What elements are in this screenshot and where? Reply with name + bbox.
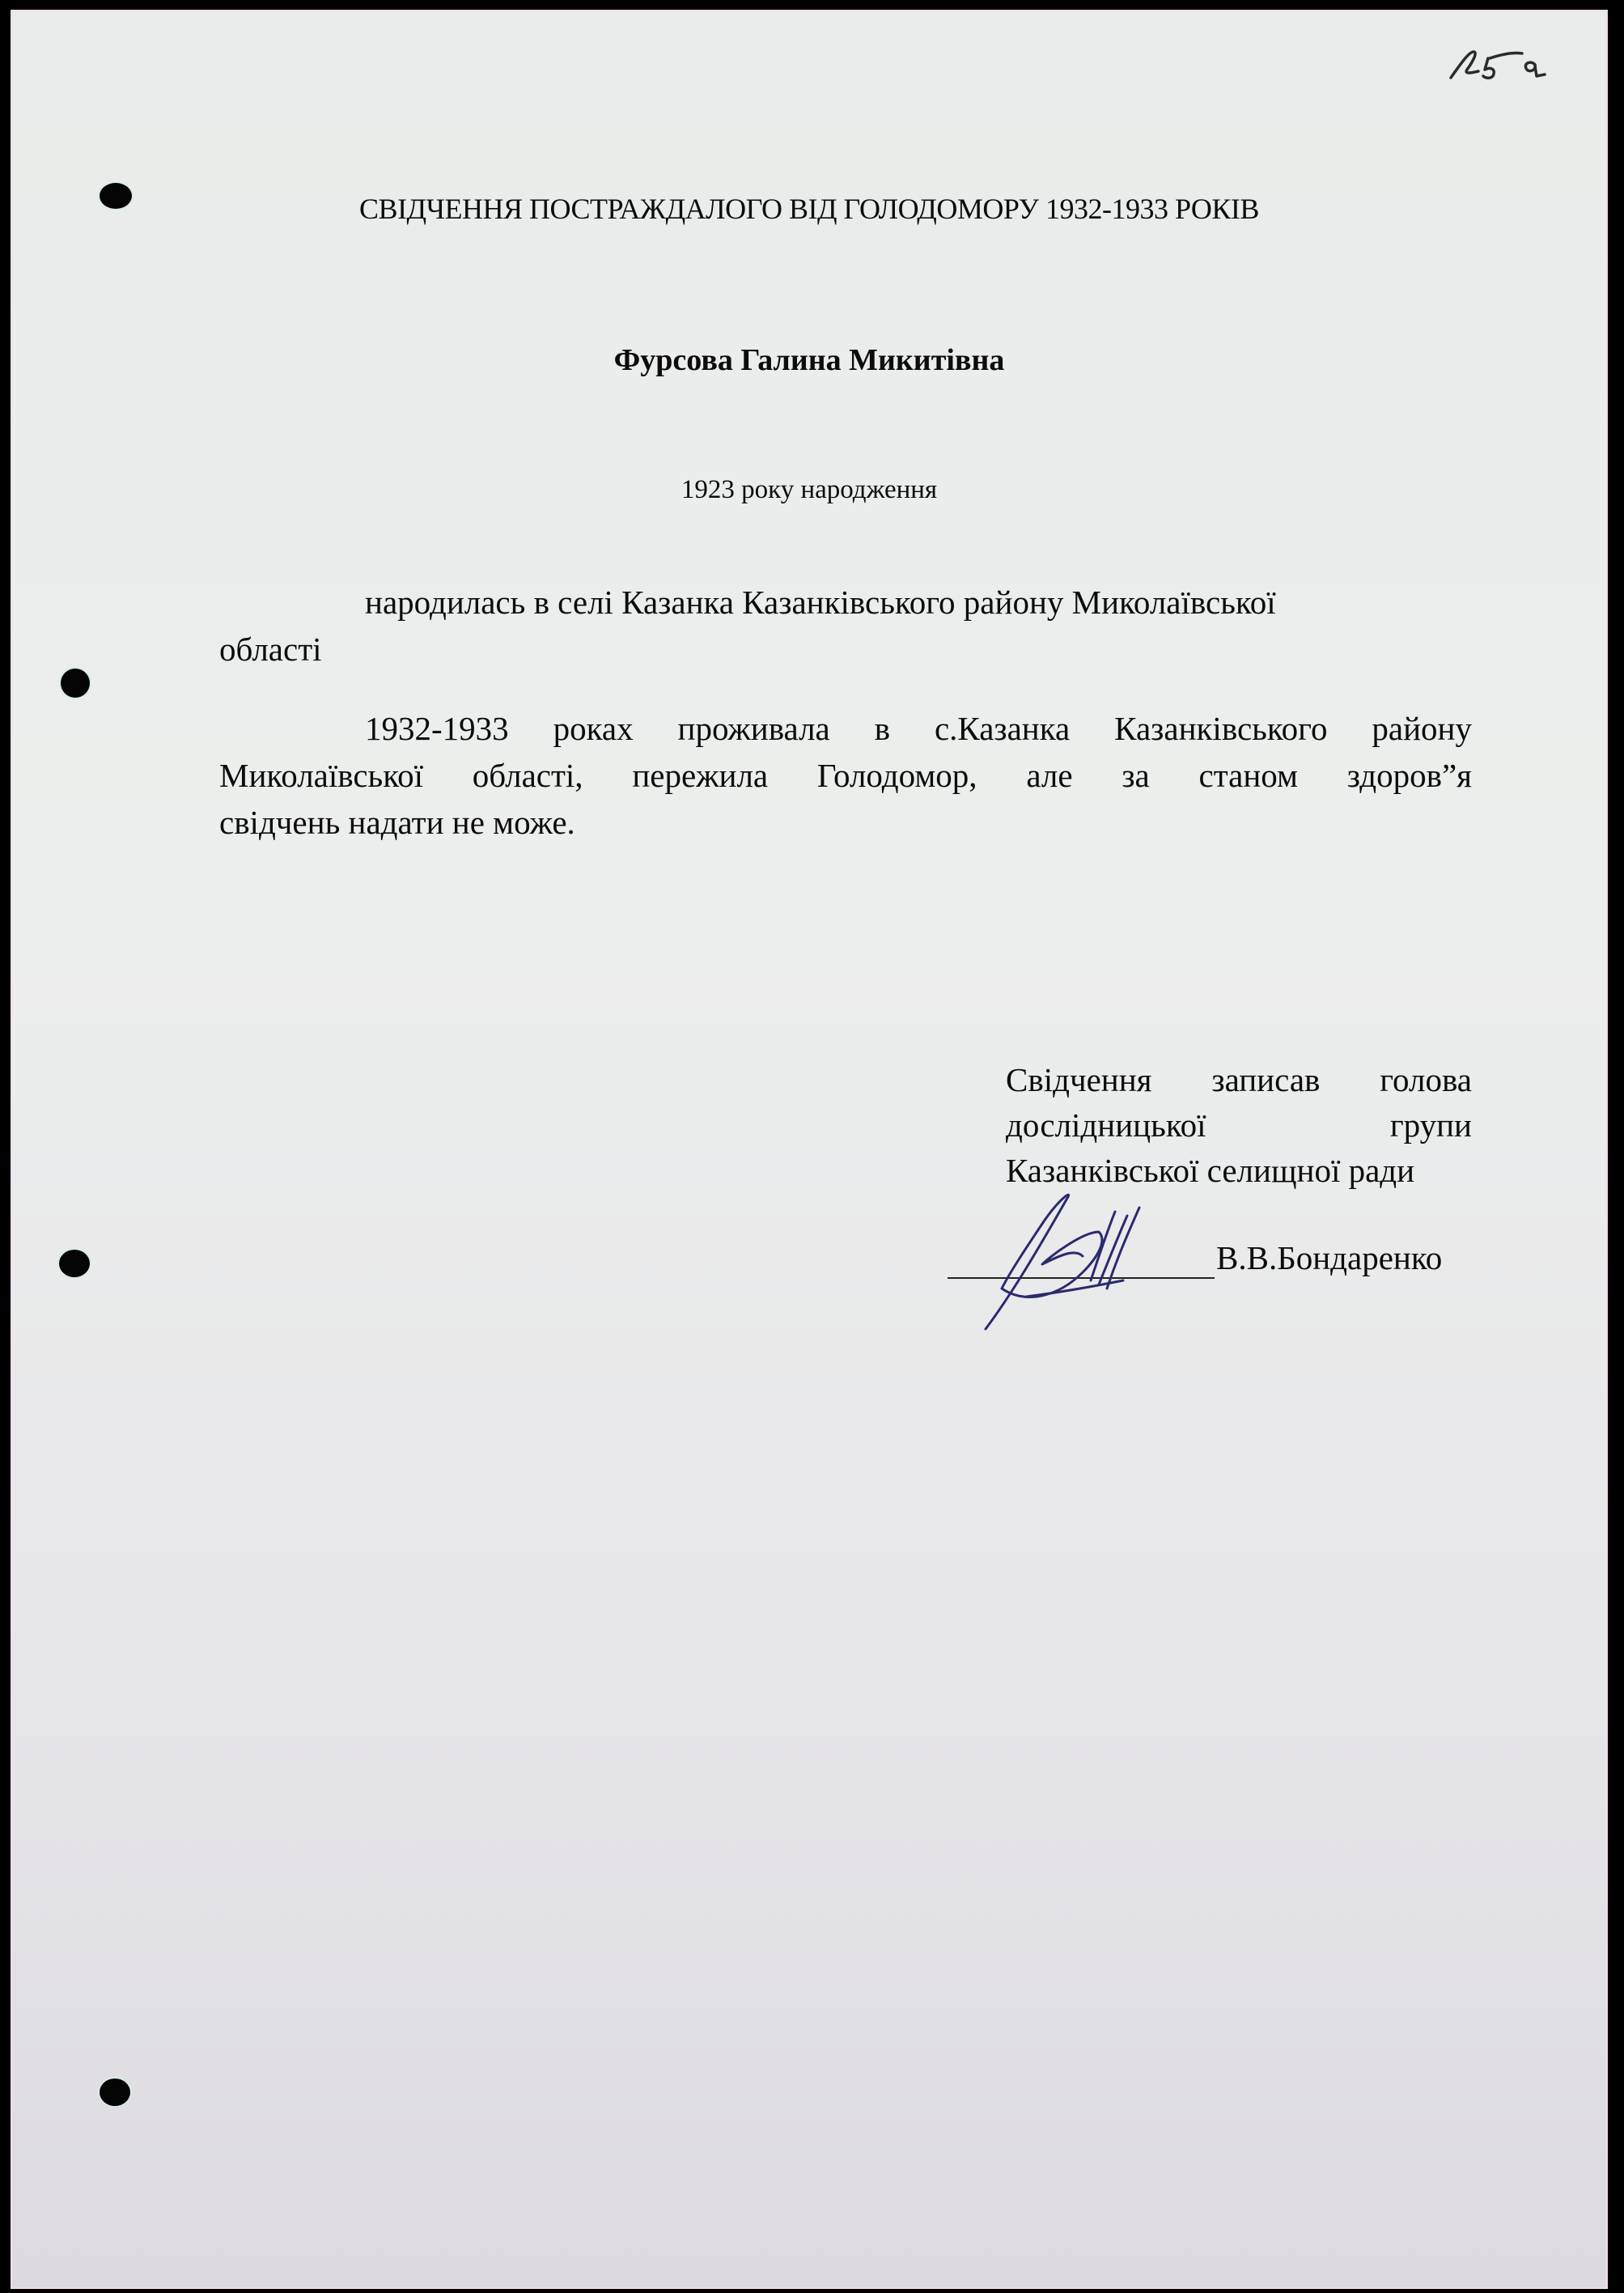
document-page <box>11 10 1608 2289</box>
punch-hole <box>59 1250 90 1277</box>
witness-name: Фурсова Галина Микитівна <box>613 343 1005 377</box>
paragraph-residence-line-2: Миколаївської області, пережила Голодомор, але за станом здоров”я <box>219 757 1472 794</box>
handwritten-signature <box>977 1175 1164 1337</box>
recorder-signature-name: В.В.Бондаренко <box>1216 1239 1443 1276</box>
archive-number-handwritten <box>1443 42 1556 91</box>
birth-year: 1923 року народження <box>681 475 938 504</box>
paragraph-residence-line-3: свідчень надати не може. <box>219 804 575 841</box>
punch-hole <box>100 2079 130 2106</box>
paragraph-residence-line-1: 1932-1933 роках проживала в с.Казанка Казанківського району <box>365 710 1472 747</box>
recorder-line-1: Свідчення записав голова <box>1006 1061 1472 1098</box>
recorder-line-2: дослідницької групи <box>1006 1106 1472 1144</box>
document-title: СВІДЧЕННЯ ПОСТРАЖДАЛОГО ВІД ГОЛОДОМОРУ 1932-1933 РОКІВ <box>359 193 1259 225</box>
paragraph-birthplace-line-1: народилась в селі Казанка Казанківського району Миколаївської <box>365 584 1276 621</box>
recorder-line-3: Казанківської селищної ради <box>1006 1152 1415 1189</box>
punch-hole <box>61 669 90 698</box>
paragraph-birthplace-line-2: області <box>219 631 322 668</box>
